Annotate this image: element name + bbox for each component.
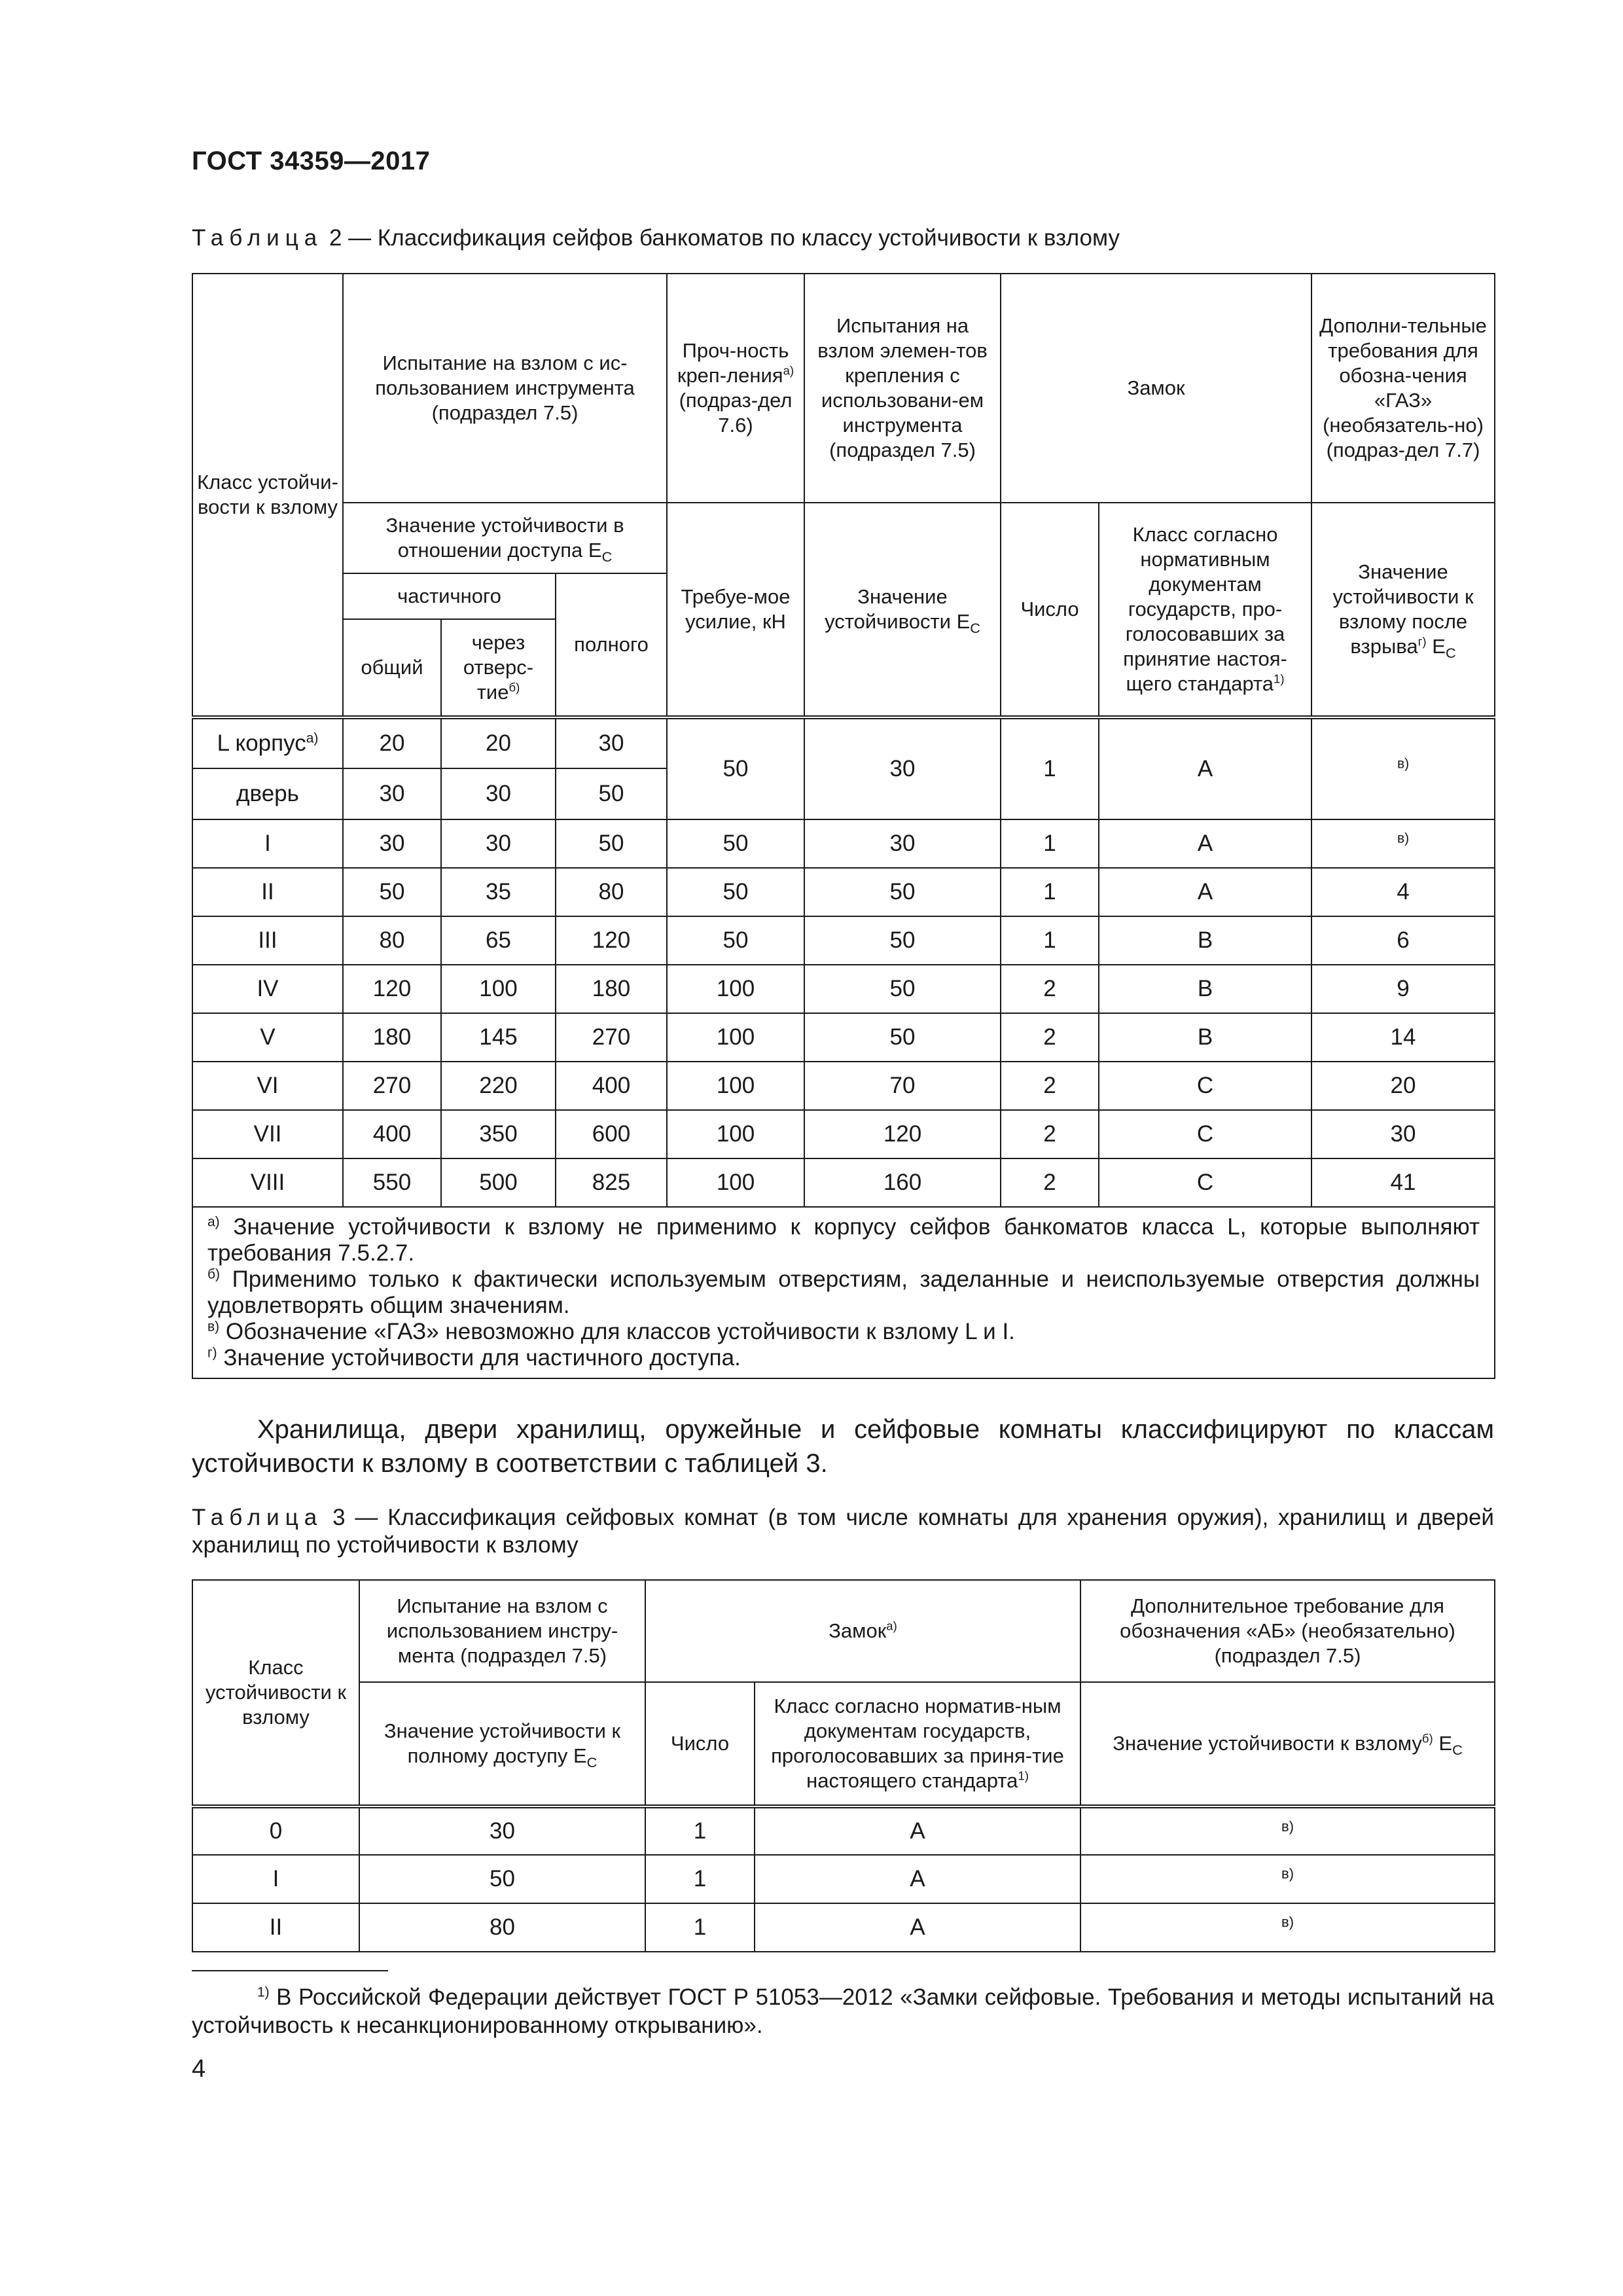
t2-header-partial: частичного <box>343 573 556 619</box>
t3-header-class: Класс устойчивости к взлому <box>192 1580 359 1806</box>
t2-l-door-total: 30 <box>343 768 441 819</box>
t2-notes-row <box>192 1207 1495 1378</box>
table3-caption-text: 3 — Классификация сейфовых комнат (в том числе комнаты для хранения оружия), хранилищ и дверей хранилищ по устойчивости к взлому <box>192 1505 1494 1558</box>
t2-cell-count: 1 <box>1001 916 1099 965</box>
table-row <box>192 717 1495 768</box>
t2-header-tool-test: Испытание на взлом с ис-пользованием инструмента (подраздел 7.5) <box>343 274 667 503</box>
t2-l-body-label <box>192 717 343 768</box>
t3-cell-extra: в) <box>1080 1855 1495 1903</box>
t2-lock-class-note: 1) <box>1274 672 1285 686</box>
t2-access-sub: C <box>601 548 613 565</box>
t2-cell-force: 100 <box>667 1110 804 1158</box>
t2-header-lock: Замок <box>1001 274 1311 503</box>
table-row <box>192 1013 1495 1062</box>
t3-lock-note: а) <box>886 1619 897 1633</box>
body-paragraph: Хранилища, двери хранилищ, оружейные и сейфовые комнаты классифицируют по классам устойчивости к взлому в соответствии с таблицей 3. <box>192 1415 1494 1478</box>
t3-ab-value-note: б) <box>1421 1731 1433 1746</box>
t2-gas-value-note: г) <box>1418 634 1427 649</box>
t2-cell-cls: VI <box>192 1062 343 1110</box>
t2-cell-fixing: 120 <box>804 1110 1001 1158</box>
t2-l-body-text: L корпус <box>217 730 306 756</box>
t3-cell-count: 1 <box>645 1855 755 1903</box>
t2-via-hole-note: б) <box>508 680 520 694</box>
t2-cell-count: 2 <box>1001 1158 1099 1207</box>
t2-cell-cls: VIII <box>192 1158 343 1207</box>
t2-cell-force: 100 <box>667 1013 804 1062</box>
t2-header-class: Класс устойчи-вости к взлому <box>192 274 343 717</box>
t2-gas-value-tail: E <box>1432 635 1446 658</box>
t2-l-body-full: 30 <box>556 717 667 768</box>
t3-cell-cls: II <box>192 1903 359 1952</box>
t2-cell-force: 50 <box>667 868 804 916</box>
t2-note <box>207 1319 1480 1345</box>
t2-cell-full: 270 <box>556 1013 667 1062</box>
t2-cell-cls: VII <box>192 1110 343 1158</box>
t2-note-mark: в) <box>207 1319 220 1335</box>
t3-cell-count: 1 <box>645 1806 755 1855</box>
t2-note <box>207 1214 1480 1266</box>
t2-l-body-note: а) <box>306 730 319 746</box>
table2-caption-text: 2 — Классификация сейфов банкоматов по классу устойчивости к взлому <box>329 225 1120 251</box>
t3-cell-count: 1 <box>645 1903 755 1952</box>
t2-note <box>207 1345 1480 1371</box>
table-row <box>192 1855 1495 1903</box>
t3-header-extra: Дополнительное требование для обозначения «АБ» (необязательно) (подраздел 7.5) <box>1080 1580 1495 1682</box>
t2-cell-full: 600 <box>556 1110 667 1158</box>
table-row <box>192 1903 1495 1952</box>
t2-note-text: Значение устойчивости для частичного доступа. <box>223 1345 741 1371</box>
t2-cell-total: 270 <box>343 1062 441 1110</box>
table-row <box>192 965 1495 1013</box>
t3-ab-value-tail: E <box>1438 1732 1453 1755</box>
t2-cell-count: 1 <box>1001 868 1099 916</box>
t2-cell-lock: C <box>1099 1110 1311 1158</box>
t2-l-gas <box>1311 717 1495 819</box>
t2-cell-gas: 30 <box>1311 1110 1495 1158</box>
t2-cell-cls: II <box>192 868 343 916</box>
t2-cell-hole: 100 <box>441 965 556 1013</box>
t2-l-force: 50 <box>667 717 804 819</box>
t3-cell-value: 30 <box>359 1806 645 1855</box>
t3-header-ab-value <box>1080 1682 1495 1806</box>
table-row <box>192 1158 1495 1207</box>
t3-header-full-value <box>359 1682 645 1806</box>
t2-cell-lock: B <box>1099 1013 1311 1062</box>
t3-header-lock-class <box>755 1682 1080 1806</box>
t2-cell-lock: C <box>1099 1158 1311 1207</box>
t2-note-mark: б) <box>207 1266 221 1282</box>
t2-cell-force: 100 <box>667 1062 804 1110</box>
t2-cell-total: 400 <box>343 1110 441 1158</box>
t2-cell-count: 1 <box>1001 819 1099 868</box>
table-row <box>192 1806 1495 1855</box>
t2-header-fixing-test: Испытания на взлом элемен-тов крепления с использовани-ем инструмента (подраздел 7.5) <box>804 274 1001 503</box>
t2-note-text: Применимо только к фактически используемым отверстиям, заделанные и неиспользуемые отверстия должны удовлетворять общим значениям. <box>207 1266 1480 1318</box>
t2-cell-hole: 145 <box>441 1013 556 1062</box>
t2-cell-full: 50 <box>556 819 667 868</box>
t3-ab-value-text: Значение устойчивости к взлому <box>1113 1732 1422 1755</box>
t2-cell-hole: 220 <box>441 1062 556 1110</box>
page-number: 4 <box>192 2055 206 2083</box>
t2-l-lock-count: 1 <box>1001 717 1099 819</box>
t2-cell-force: 50 <box>667 819 804 868</box>
t2-cell-force: 50 <box>667 916 804 965</box>
table-row <box>192 1062 1495 1110</box>
table3 <box>192 1579 1495 1952</box>
t2-notes <box>192 1207 1495 1378</box>
t3-cell-extra: в) <box>1080 1903 1495 1952</box>
t3-cell-lock: A <box>755 1903 1080 1952</box>
t3-ab-value-sub: C <box>1452 1742 1463 1759</box>
t3-cell-value: 50 <box>359 1855 645 1903</box>
t2-cell-total: 80 <box>343 916 441 965</box>
t2-gas-value-text: Значение устойчивости к взлому после взрыва <box>1332 560 1474 658</box>
t2-cell-gas: 41 <box>1311 1158 1495 1207</box>
t2-fixing-value-text: Значение устойчивости E <box>825 585 971 633</box>
t2-cell-lock: A <box>1099 819 1311 868</box>
t2-strength-note: а) <box>783 363 794 378</box>
t3-cell-extra: в) <box>1080 1806 1495 1855</box>
t2-cell-hole: 35 <box>441 868 556 916</box>
t2-l-door-full: 50 <box>556 768 667 819</box>
t2-note <box>207 1266 1480 1319</box>
t2-cell-total: 550 <box>343 1158 441 1207</box>
t2-access-text: Значение устойчивости в отношении доступа E <box>385 514 624 562</box>
t2-l-fixing: 30 <box>804 717 1001 819</box>
t2-cell-hole: 500 <box>441 1158 556 1207</box>
t2-note-mark: а) <box>207 1214 220 1230</box>
t2-via-hole-text: через отверс-тие <box>463 631 534 704</box>
table2-caption <box>192 224 1494 252</box>
t2-cell-cls: IV <box>192 965 343 1013</box>
t2-cell-gas: 14 <box>1311 1013 1495 1062</box>
t2-header-gas-value <box>1311 503 1495 717</box>
t3-lock-class-note: 1) <box>1018 1768 1029 1783</box>
t2-cell-gas: 4 <box>1311 868 1495 916</box>
t2-cell-fixing: 50 <box>804 868 1001 916</box>
footnote-separator <box>192 1970 388 1971</box>
t3-header-lock <box>645 1580 1080 1682</box>
t2-cell-force: 100 <box>667 965 804 1013</box>
table-row <box>192 819 1495 868</box>
t2-cell-count: 2 <box>1001 1062 1099 1110</box>
t2-header-access-value <box>343 503 667 573</box>
t2-l-gas-note: в) <box>1397 756 1410 772</box>
t2-cell-full: 80 <box>556 868 667 916</box>
t3-full-value-text: Значение устойчивости к полному доступу E <box>383 1719 621 1767</box>
t3-lock-text: Замок <box>829 1619 887 1642</box>
t2-header-full: полного <box>556 573 667 717</box>
t2-cell-fixing: 50 <box>804 965 1001 1013</box>
t2-cell-fixing: 50 <box>804 916 1001 965</box>
t3-cell-value: 80 <box>359 1903 645 1952</box>
footnote-text: В Российской Федерации действует ГОСТ Р 51053—2012 «Замки сейфовые. Требования и методы испытаний на устойчивость к несанкционированному открыванию». <box>192 1984 1494 2038</box>
table2 <box>192 273 1495 1379</box>
t2-note-mark: г) <box>207 1345 217 1361</box>
t2-cell-hole: 30 <box>441 819 556 868</box>
table-row <box>192 868 1495 916</box>
table-row <box>192 916 1495 965</box>
t2-cell-full: 825 <box>556 1158 667 1207</box>
t2-l-door-hole: 30 <box>441 768 556 819</box>
footnote-mark: 1) <box>257 1984 270 2000</box>
t2-header-force: Требуе-мое усилие, кН <box>667 503 804 717</box>
document-header: ГОСТ 34359—2017 <box>192 147 431 175</box>
t2-cell-full: 120 <box>556 916 667 965</box>
t2-cell-fixing: 30 <box>804 819 1001 868</box>
t2-cell-total: 50 <box>343 868 441 916</box>
t2-header-strength <box>667 274 804 503</box>
t2-cell-lock: A <box>1099 868 1311 916</box>
table2-caption-word: Таблица <box>192 225 323 251</box>
t2-cell-cls: V <box>192 1013 343 1062</box>
t2-cell-total: 120 <box>343 965 441 1013</box>
t2-l-door-label: дверь <box>192 768 343 819</box>
t2-cell-total: 180 <box>343 1013 441 1062</box>
t2-strength-text: Проч-ность креп-ления <box>677 339 789 387</box>
footnote <box>192 1983 1494 2039</box>
t2-cell-count: 2 <box>1001 1110 1099 1158</box>
t2-cell-lock: B <box>1099 916 1311 965</box>
t2-gas-note: в) <box>1397 831 1410 846</box>
t2-header-lock-count: Число <box>1001 503 1099 717</box>
t2-cell-fixing: 70 <box>804 1062 1001 1110</box>
table3-caption <box>192 1504 1494 1559</box>
t2-header-fixing-value <box>804 503 1001 717</box>
t3-lock-class-text: Класс согласно норматив-ным документам государств, проголосовавших за приня-тие настоящего стандарта <box>771 1695 1064 1792</box>
t2-l-lock-class: A <box>1099 717 1311 819</box>
t2-header-via-hole <box>441 619 556 717</box>
t2-cell-hole: 65 <box>441 916 556 965</box>
t2-cell-gas <box>1311 819 1495 868</box>
t3-cell-lock: A <box>755 1806 1080 1855</box>
t3-cell-cls: 0 <box>192 1806 359 1855</box>
table3-caption-word: Таблица <box>192 1505 323 1530</box>
t2-cell-count: 2 <box>1001 1013 1099 1062</box>
t2-cell-cls: I <box>192 819 343 868</box>
t3-header-count: Число <box>645 1682 755 1806</box>
t2-cell-total: 30 <box>343 819 441 868</box>
t2-l-body-total: 20 <box>343 717 441 768</box>
t3-full-value-sub: C <box>586 1754 597 1771</box>
t2-note-text: Обозначение «ГАЗ» невозможно для классов устойчивости к взлому L и I. <box>225 1319 1015 1344</box>
t2-cell-full: 400 <box>556 1062 667 1110</box>
t2-header-lock-class <box>1099 503 1311 717</box>
t2-cell-fixing: 50 <box>804 1013 1001 1062</box>
t2-l-body-hole: 20 <box>441 717 556 768</box>
t3-header-tool-test: Испытание на взлом с использованием инстру-мента (подраздел 7.5) <box>359 1580 645 1682</box>
t2-cell-count: 2 <box>1001 965 1099 1013</box>
t2-header-total: общий <box>343 619 441 717</box>
t2-cell-full: 180 <box>556 965 667 1013</box>
table-row <box>192 1110 1495 1158</box>
t2-cell-lock: C <box>1099 1062 1311 1110</box>
t2-cell-gas: 6 <box>1311 916 1495 965</box>
t2-cell-cls: III <box>192 916 343 965</box>
t3-cell-cls: I <box>192 1855 359 1903</box>
t2-cell-lock: B <box>1099 965 1311 1013</box>
t2-fixing-value-sub: C <box>970 620 980 637</box>
t3-cell-lock: A <box>755 1855 1080 1903</box>
t2-gas-value-sub: C <box>1445 645 1456 662</box>
t2-strength-section: (подраз-дел 7.6) <box>679 389 793 437</box>
t2-cell-fixing: 160 <box>804 1158 1001 1207</box>
t2-note-text: Значение устойчивости к взлому не применимо к корпусу сейфов банкоматов класса L, которые выполняют требования 7.5.2.7. <box>207 1214 1480 1266</box>
t2-header-extra-gas: Дополни-тельные требования для обозна-чения «ГАЗ» (необязатель-но) (подраз-дел 7.7) <box>1311 274 1495 503</box>
t2-cell-gas: 9 <box>1311 965 1495 1013</box>
t2-cell-hole: 350 <box>441 1110 556 1158</box>
t2-cell-gas: 20 <box>1311 1062 1495 1110</box>
t2-lock-class-text: Класс согласно нормативным документам государств, про-голосовавших за принятие настоя-щего стандарта <box>1123 523 1287 695</box>
t2-cell-force: 100 <box>667 1158 804 1207</box>
